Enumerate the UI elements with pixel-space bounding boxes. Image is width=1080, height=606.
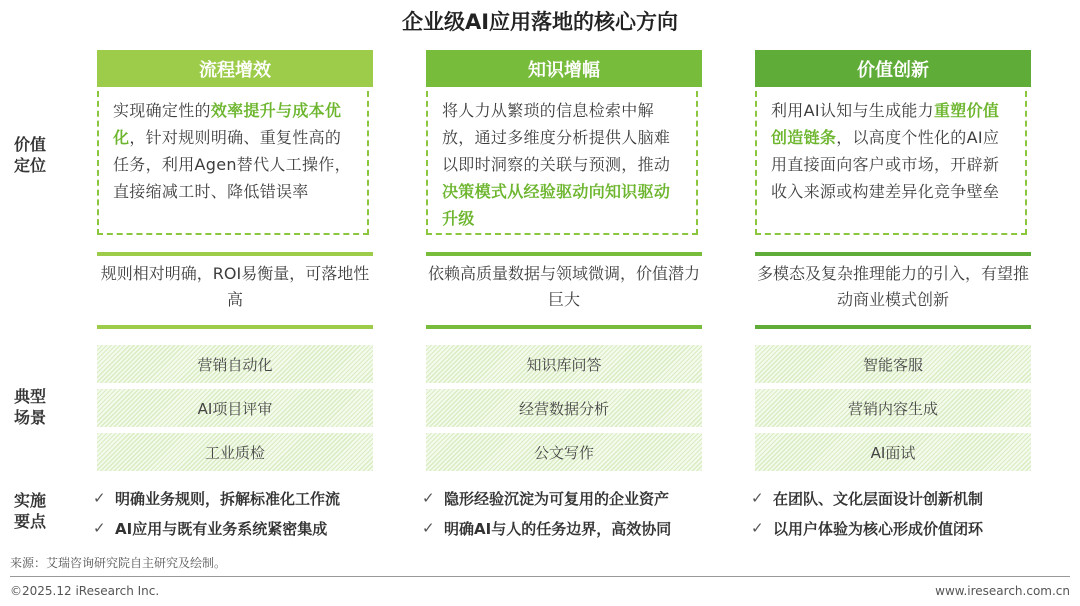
feasibility-text: 多模态及复杂推理能力的引入，有望推动商业模式创新 [756,264,1029,309]
implementation-text: 隐形经验沉淀为可复用的企业资产 [444,489,670,508]
implementation-text: AI应用与既有业务系统紧密集成 [115,519,328,538]
divider-bar [755,325,1031,329]
check-icon: ✓ [422,519,435,537]
source-note: 来源：艾瑞咨询研究院自主研究及绘制。 [10,556,227,570]
website-link[interactable]: www.iresearch.com.cn [935,584,1070,598]
page-title: 企业级AI应用落地的核心方向 [401,10,679,34]
value-text-highlight: 重塑价值创造链条 [771,101,1000,147]
row-label-scenario-line1: 典型 [14,387,47,406]
check-icon: ✓ [751,519,764,537]
value-position-box [755,91,1027,235]
column-header: 知识增幅 [426,50,702,87]
check-icon: ✓ [422,489,435,507]
check-icon: ✓ [93,519,106,537]
row-label-implementation-line2: 要点 [14,512,47,531]
row-label-value-line1: 价值 [14,135,47,154]
divider-bar [97,325,373,329]
column-header: 流程增效 [97,50,373,87]
footer-divider [10,576,1070,577]
value-text-segment: 将人力从繁琐的信息检索中解放，通过多维度分析提供人脑难以即时洞察的关联与预测，推动 [442,101,671,174]
scenario-item: 经营数据分析 [426,389,702,427]
column-header: 价值创新 [755,50,1031,87]
check-icon: ✓ [751,489,764,507]
row-label-value [14,134,70,176]
implementation-text: 在团队、文化层面设计创新机制 [773,489,984,508]
row-label-implementation [14,490,70,532]
scenario-item: 公文写作 [426,433,702,471]
implementation-item [422,486,722,510]
value-text-highlight: 决策模式从经验驱动向知识驱动升级 [442,182,671,228]
implementation-item [751,486,1051,510]
implementation-text: 明确业务规则，拆解标准化工作流 [115,489,341,508]
implementation-item [422,516,722,540]
value-text-segment: ，针对规则明确、重复性高的任务，利用Agen替代人工操作，直接缩减工时、降低错误率 [113,128,351,201]
row-label-value-line2: 定位 [14,156,47,175]
value-text-segment: ，以高度个性化的AI应用直接面向客户或市场，开辟新收入来源或构建差异化竞争壁垒 [771,128,1000,201]
row-label-implementation-line1: 实施 [14,491,47,510]
copyright: ©2025.12 iResearch Inc. [10,584,160,598]
implementation-text: 明确AI与人的任务边界，高效协同 [444,519,672,538]
value-text-segment: 实现确定性的 [113,101,211,120]
scenario-item: 营销内容生成 [755,389,1031,427]
implementation-text: 以用户体验为核心形成价值闭环 [773,519,984,538]
scenario-item: 知识库问答 [426,345,702,383]
value-text-segment: 利用AI认知与生成能力 [771,101,934,120]
scenario-item: 营销自动化 [97,345,373,383]
divider-bar [426,325,702,329]
value-text-highlight: 效率提升与成本优化 [113,101,342,147]
feasibility-text: 依赖高质量数据与领域微调，价值潜力巨大 [427,264,700,309]
scenario-item: 工业质检 [97,433,373,471]
row-label-scenario [14,386,70,428]
implementation-item [93,486,393,510]
implementation-item [93,516,393,540]
check-icon: ✓ [93,489,106,507]
scenario-item: 智能客服 [755,345,1031,383]
value-position-box [97,91,369,235]
scenario-item: AI项目评审 [97,389,373,427]
implementation-item [751,516,1051,540]
value-position-box [426,91,698,235]
row-label-scenario-line2: 场景 [14,408,47,427]
feasibility-text: 规则相对明确，ROI易衡量，可落地性高 [100,264,370,309]
scenario-item: AI面试 [755,433,1031,471]
